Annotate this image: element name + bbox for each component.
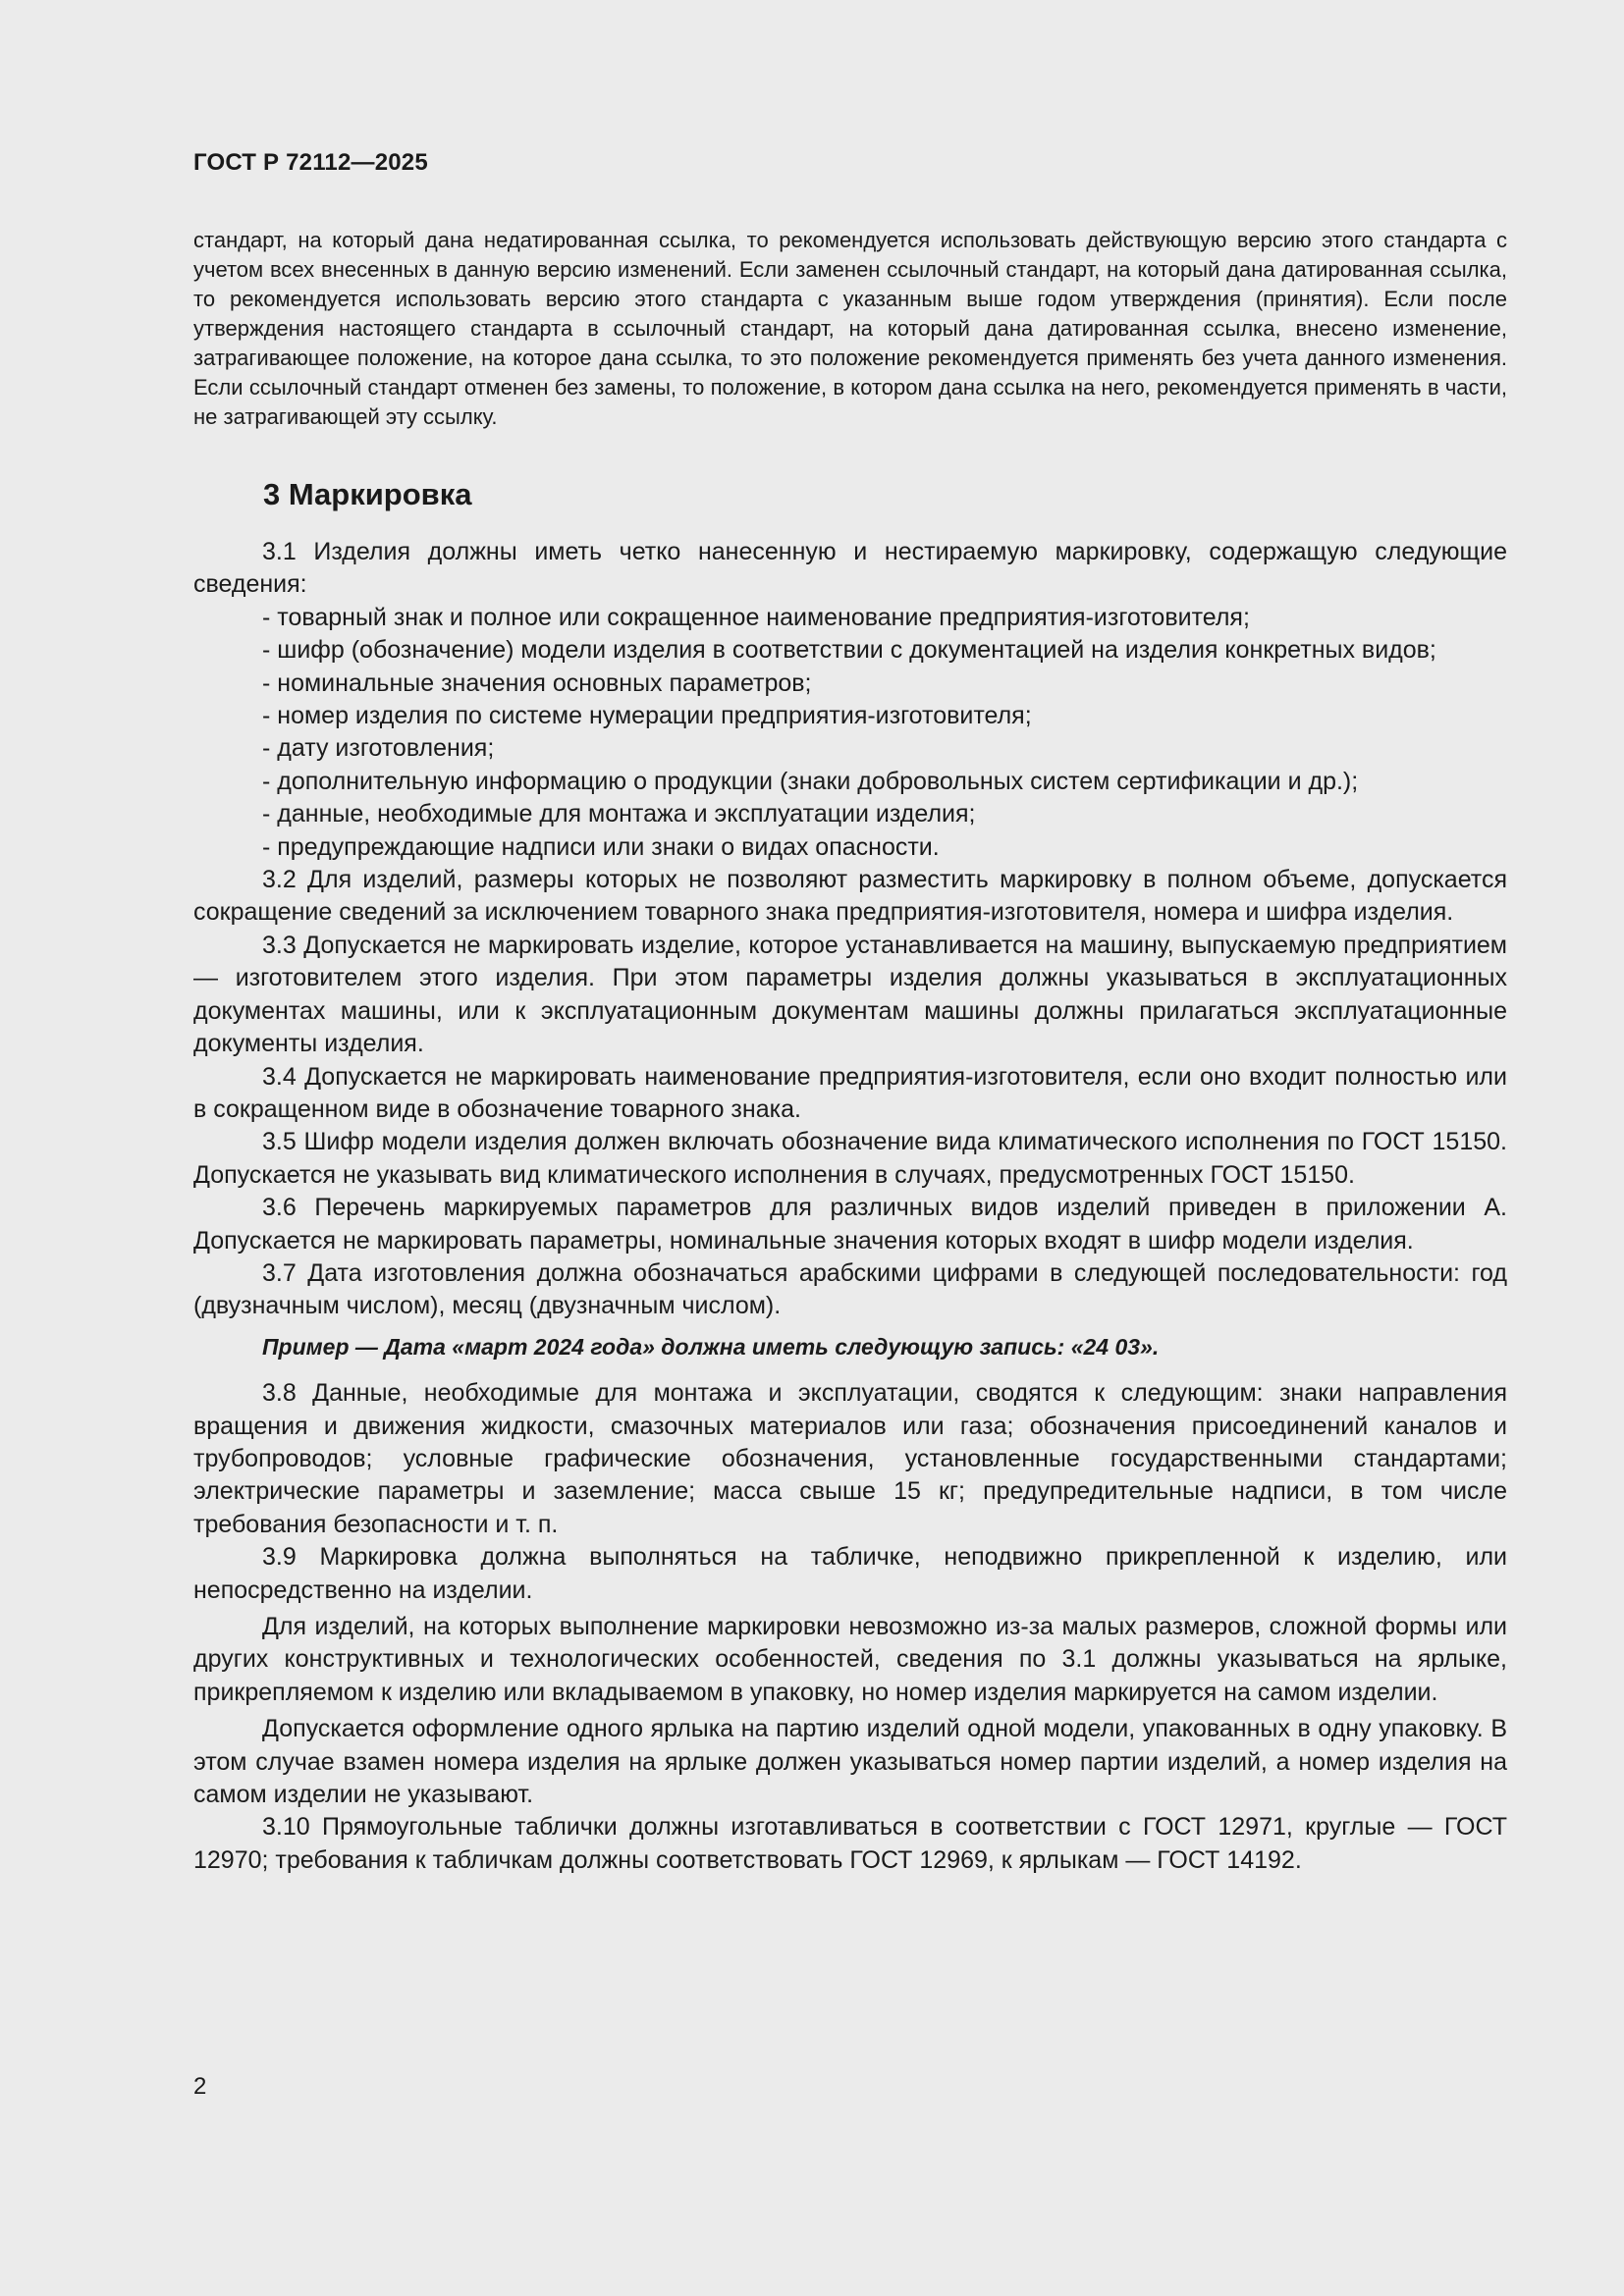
clause-3-6: 3.6 Перечень маркируемых параметров для различных видов изделий приведен в приложении А. Допускается не маркировать параметры, номинальные значения которых входят в шифр модели изделия. xyxy=(193,1194,1507,1255)
clause-3-5: 3.5 Шифр модели изделия должен включать обозначение вида климатического исполнения по ГОСТ 15150. Допускается не указывать вид климатического исполнения в случаях, предусмотренных ГОСТ 15150. xyxy=(193,1128,1507,1189)
list-item: - дополнительную информацию о продукции (знаки добровольных систем сертификации и др.); xyxy=(262,767,1359,795)
clause-3-3: 3.3 Допускается не маркировать изделие, которое устанавливается на машину, выпускаемую предприятием — изготовителем этого изделия. При этом параметры изделия должны указываться в эксплуатационных документах машины, или к эксплуатационным документам машины должны прилагаться эксплуатационные документы изделия. xyxy=(193,931,1507,1058)
clause-3-7: 3.7 Дата изготовления должна обозначаться арабскими цифрами в следующей последовательности: год (двузначным числом), месяц (двузначным числом). xyxy=(193,1258,1507,1320)
list-item: - номер изделия по системе нумерации предприятия-изготовителя; xyxy=(262,702,1032,730)
section-body xyxy=(193,536,1507,1877)
clause-3-9: 3.9 Маркировка должна выполняться на табличке, неподвижно прикрепленной к изделию, или непосредственно на изделии. xyxy=(193,1543,1507,1604)
clause-3-8: 3.8 Данные, необходимые для монтажа и эксплуатации, сводятся к следующим: знаки направления вращения и движения жидкости, смазочных материалов или газа; обозначения присоединений каналов и трубопроводов; условные графические обозначения, установленные государственными стандартами; электрические параметры и заземление; масса свыше 15 кг; предупредительные надписи, в том числе требования безопасности и т. п. xyxy=(193,1379,1507,1538)
document-header: ГОСТ Р 72112—2025 xyxy=(193,149,428,176)
intro-text xyxy=(193,226,1507,432)
list-item: - номинальные значения основных параметров; xyxy=(262,668,812,697)
list-item: - предупреждающие надписи или знаки о видах опасности. xyxy=(262,832,940,861)
clause-3-10: 3.10 Прямоугольные таблички должны изготавливаться в соответствии с ГОСТ 12971, круглые — ГОСТ 12970; требования к табличкам должны соответствовать ГОСТ 12969, к ярлыкам — ГОСТ 14192. xyxy=(193,1813,1507,1874)
clause-3-9-para-2: Для изделий, на которых выполнение маркировки невозможно из-за малых размеров, сложной формы или других конструктивных и технологических особенностей, сведения по 3.1 должны указываться на ярлыке, прикрепляемом к изделию или вкладываемом в упаковку, но номер изделия маркируется на самом изделии. xyxy=(193,1613,1507,1706)
example-note: Пример — Дата «март 2024 года» должна иметь следующую запись: «24 03». xyxy=(262,1333,1160,1360)
clause-3-4: 3.4 Допускается не маркировать наименование предприятия-изготовителя, если оно входит полностью или в сокращенном виде в обозначение товарного знака. xyxy=(193,1062,1507,1123)
page-number: 2 xyxy=(193,2073,207,2100)
list-item: - товарный знак и полное или сокращенное наименование предприятия-изготовителя; xyxy=(262,603,1250,631)
intro-paragraph: стандарт, на который дана недатированная ссылка, то рекомендуется использовать действующую версию этого стандарта с учетом всех внесенных в данную версию изменений. Если заменен ссылочный стандарт, на который дана датированная ссылка, то рекомендуется использовать версию этого стандарта с указанным выше годом утверждения (принятия). Если после утверждения настоящего стандарта в ссылочный стандарт, на который дана датированная ссылка, внесено изменение, затрагивающее положение, на которое дана ссылка, то это положение рекомендуется применять без учета данного изменения. Если ссылочный стандарт отменен без замены, то положение, в котором дана ссылка на него, рекомендуется применять в части, не затрагивающей эту ссылку. xyxy=(193,228,1507,429)
list-item: - шифр (обозначение) модели изделия в соответствии с документацией на изделия конкретных видов; xyxy=(262,636,1436,665)
clause-3-1: 3.1 Изделия должны иметь четко нанесенную и нестираемую маркировку, содержащую следующие сведения: xyxy=(193,538,1507,599)
clause-3-2: 3.2 Для изделий, размеры которых не позволяют разместить маркировку в полном объеме, допускается сокращение сведений за исключением товарного знака предприятия-изготовителя, номера и шифра изделия. xyxy=(193,866,1507,927)
section-title: 3 Маркировка xyxy=(263,477,472,511)
list-item: - данные, необходимые для монтажа и эксплуатации изделия; xyxy=(262,800,976,828)
clause-3-9-para-3: Допускается оформление одного ярлыка на партию изделий одной модели, упакованных в одну упаковку. В этом случае взамен номера изделия на ярлыке должен указываться номер партии изделий, а номер изделия на самом изделии не указывают. xyxy=(193,1715,1507,1809)
list-item: - дату изготовления; xyxy=(262,734,495,763)
